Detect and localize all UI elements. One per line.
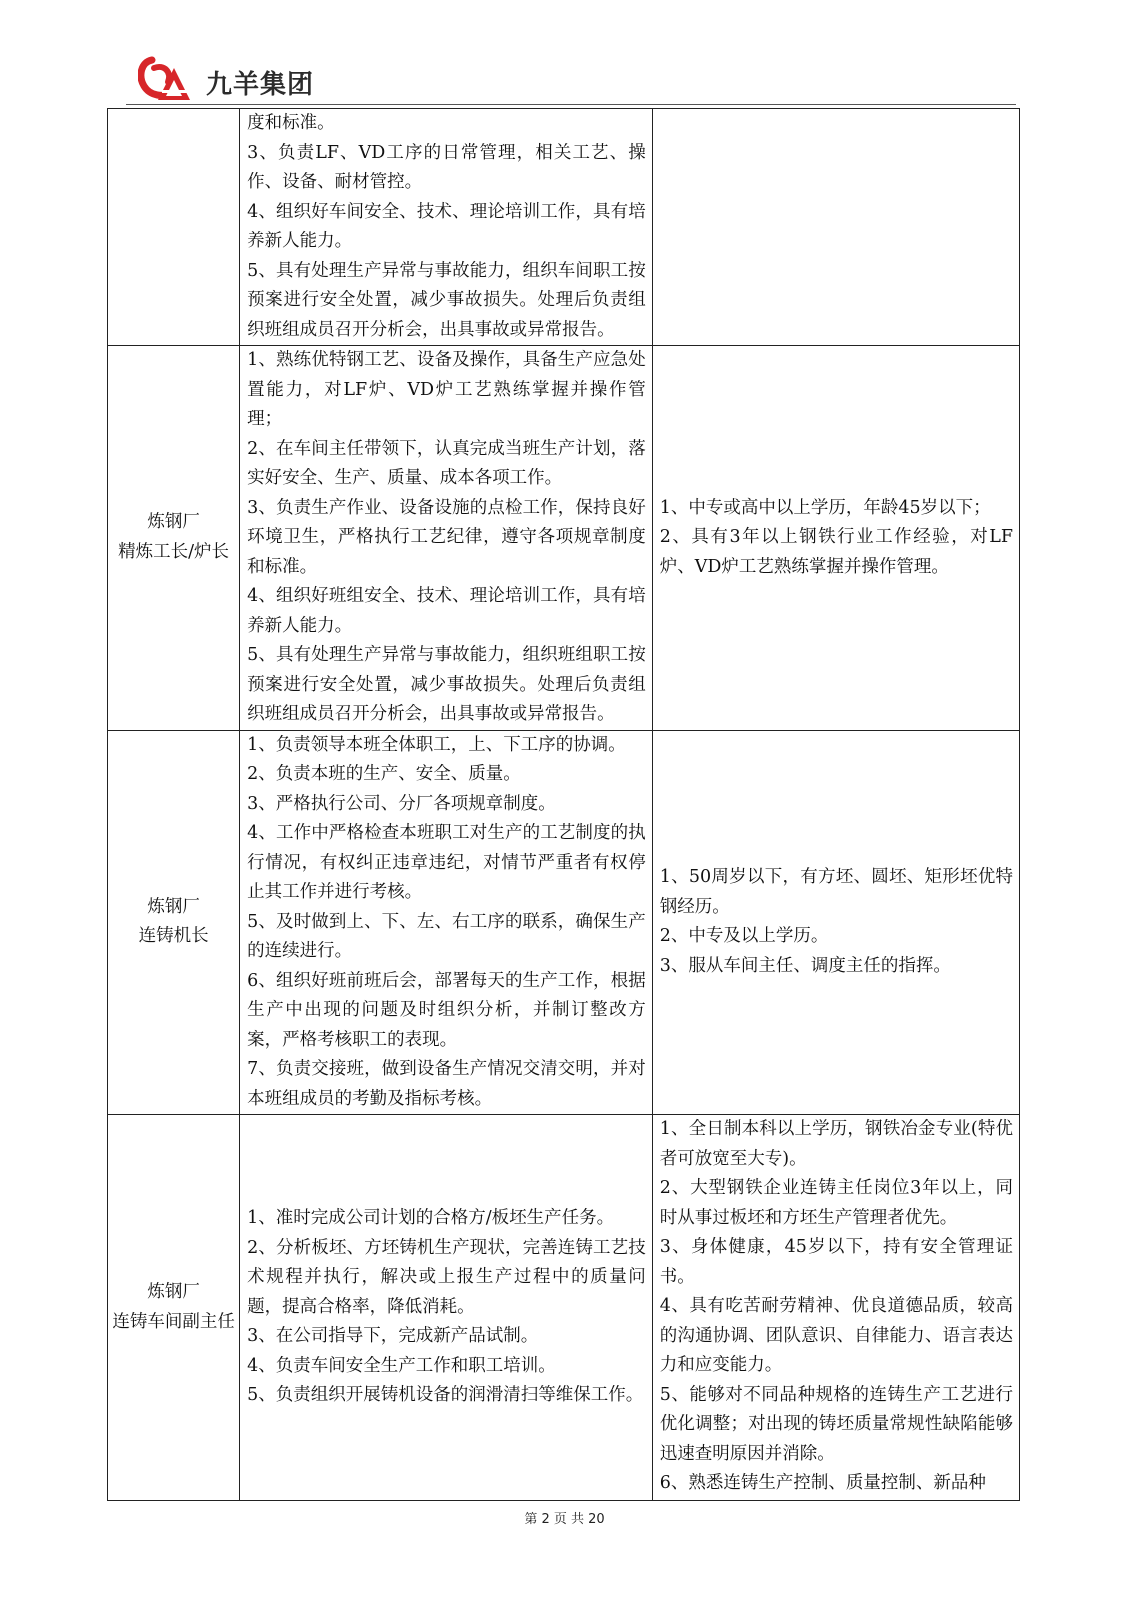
requirements-cell [652,1115,1019,1501]
list-item: 1、负责领导本班全体职工，上、下工序的协调。 [247,734,626,755]
header-divider [126,104,1016,105]
position-title-cell [108,1115,240,1501]
requirements-list [653,1115,1019,1499]
list-item: 4、工作中严格检查本班职工对生产的工艺制度的执行情况，有权纠正违章违纪，对情节严重者有权停止其工作并进行考核。 [247,823,646,902]
list-item: 5、具有处理生产异常与事故能力，组织班组职工按预案进行安全处置，减少事故损失。处理后负责组织班组成员召开分析会，出具事故或异常报告。 [247,645,646,724]
list-item: 2、大型钢铁企业连铸主任岗位3年以上，同时从事过板坯和方坯生产管理者优先。 [659,1178,1013,1228]
list-item: 5、能够对不同品种规格的连铸生产工艺进行优化调整；对出现的铸坯质量常规性缺陷能够迅速查明原因并消除。 [659,1384,1013,1464]
list-item: 4、负责车间安全生产工作和职工培训。 [247,1355,556,1376]
list-item: 3、负责生产作业、设备设施的点检工作，保持良好环境卫生，严格执行工艺纪律，遵守各项规章制度和标准。 [247,497,646,577]
job-table [107,108,1020,1501]
list-item: 1、全日制本科以上学历，钢铁冶金专业(特优者可放宽至大专)。 [659,1119,1013,1169]
list-item: 2、中专及以上学历。 [659,926,829,947]
duties-list [240,731,652,1115]
requirements-list [653,863,1019,981]
list-item: 4、具有吃苦耐劳精神、优良道德品质，较高的沟通协调、团队意识、自律能力、语言表达力和应变能力。 [659,1296,1013,1375]
list-item: 3、严格执行公司、分厂各项规章制度。 [247,793,556,814]
list-item: 5、及时做到上、下、左、右工序的联系，确保生产的连续进行。 [247,911,646,961]
position-title: 炼钢厂 连铸车间副主任 [112,1282,235,1332]
page-header [138,50,1018,106]
list-item: 5、负责组织开展铸机设备的润滑清扫等维保工作。 [247,1385,644,1406]
list-item: 1、准时完成公司计划的合格方/板坯生产任务。 [247,1208,615,1229]
position-title-cell [108,109,240,346]
list-item: 2、负责本班的生产、安全、质量。 [247,764,521,784]
duties-cell [240,730,653,1115]
duties-list [240,109,652,345]
list-item: 1、中专或高中以上学历，年龄45岁以下； [659,497,991,518]
position-title-cell [108,346,240,731]
list-item: 2、在车间主任带领下，认真完成当班生产计划，落实好安全、生产、质量、成本各项工作。 [247,438,646,488]
list-item: 3、服从车间主任、调度主任的指挥。 [659,955,951,976]
list-item: 7、负责交接班，做到设备生产情况交清交明，并对本班组成员的考勤及指标考核。 [247,1059,646,1109]
duties-cell [240,109,653,346]
list-item: 6、组织好班前班后会，部署每天的生产工作，根据生产中出现的问题及时组织分析，并制订整改方案，严格考核职工的表现。 [247,970,646,1050]
table-row [108,109,1020,346]
position-title: 炼钢厂 精炼工长/炉长 [118,512,230,562]
list-item: 2、具有3年以上钢铁行业工作经验，对LF炉、VD炉工艺熟练掌握并操作管理。 [659,527,1013,577]
list-item: 4、组织好班组安全、技术、理论培训工作，具有培养新人能力。 [247,586,646,636]
position-title-cell [108,730,240,1115]
list-item: 3、负责LF、VD工序的日常管理，相关工艺、操作、设备、耐材管控。 [247,142,646,192]
table-row [108,730,1020,1115]
requirements-list [653,494,1019,583]
table-row [108,1115,1020,1501]
duties-cell [240,346,653,731]
list-item: 3、在公司指导下，完成新产品试制。 [247,1326,539,1347]
requirements-cell [652,346,1019,731]
list-item: 1、熟练优特钢工艺、设备及操作，具备生产应急处置能力，对LF炉、VD炉工艺熟练掌握并操作管理； [247,350,646,429]
list-item: 6、熟悉连铸生产控制、质量控制、新品种 [659,1473,986,1493]
table-row [108,346,1020,731]
list-item: 3、身体健康，45岁以下，持有安全管理证书。 [659,1237,1013,1287]
list-item: 5、具有处理生产异常与事故能力，组织车间职工按预案进行安全处置，减少事故损失。处理后负责组织班组成员召开分析会，出具事故或异常报告。 [247,260,646,340]
duties-cell [240,1115,653,1501]
duties-list [240,346,652,730]
company-name: 九羊集团 [206,70,315,100]
position-title: 炼钢厂 连铸机长 [138,896,209,947]
list-item: 2、分析板坯、方坯铸机生产现状，完善连铸工艺技术规程并执行，解决或上报生产过程中的质量问题，提高合格率，降低消耗。 [247,1237,646,1317]
requirements-cell [652,730,1019,1115]
page-number: 第 2 页 共 20 [524,1512,605,1527]
company-logo-icon [138,54,202,104]
list-item: 4、组织好车间安全、技术、理论培训工作，具有培养新人能力。 [247,201,646,251]
requirements-cell [652,109,1019,346]
list-item: 1、50周岁以下，有方坯、圆坯、矩形坯优特钢经历。 [659,867,1013,917]
list-item: 度和标准。 [247,113,335,133]
duties-list [240,1204,652,1411]
